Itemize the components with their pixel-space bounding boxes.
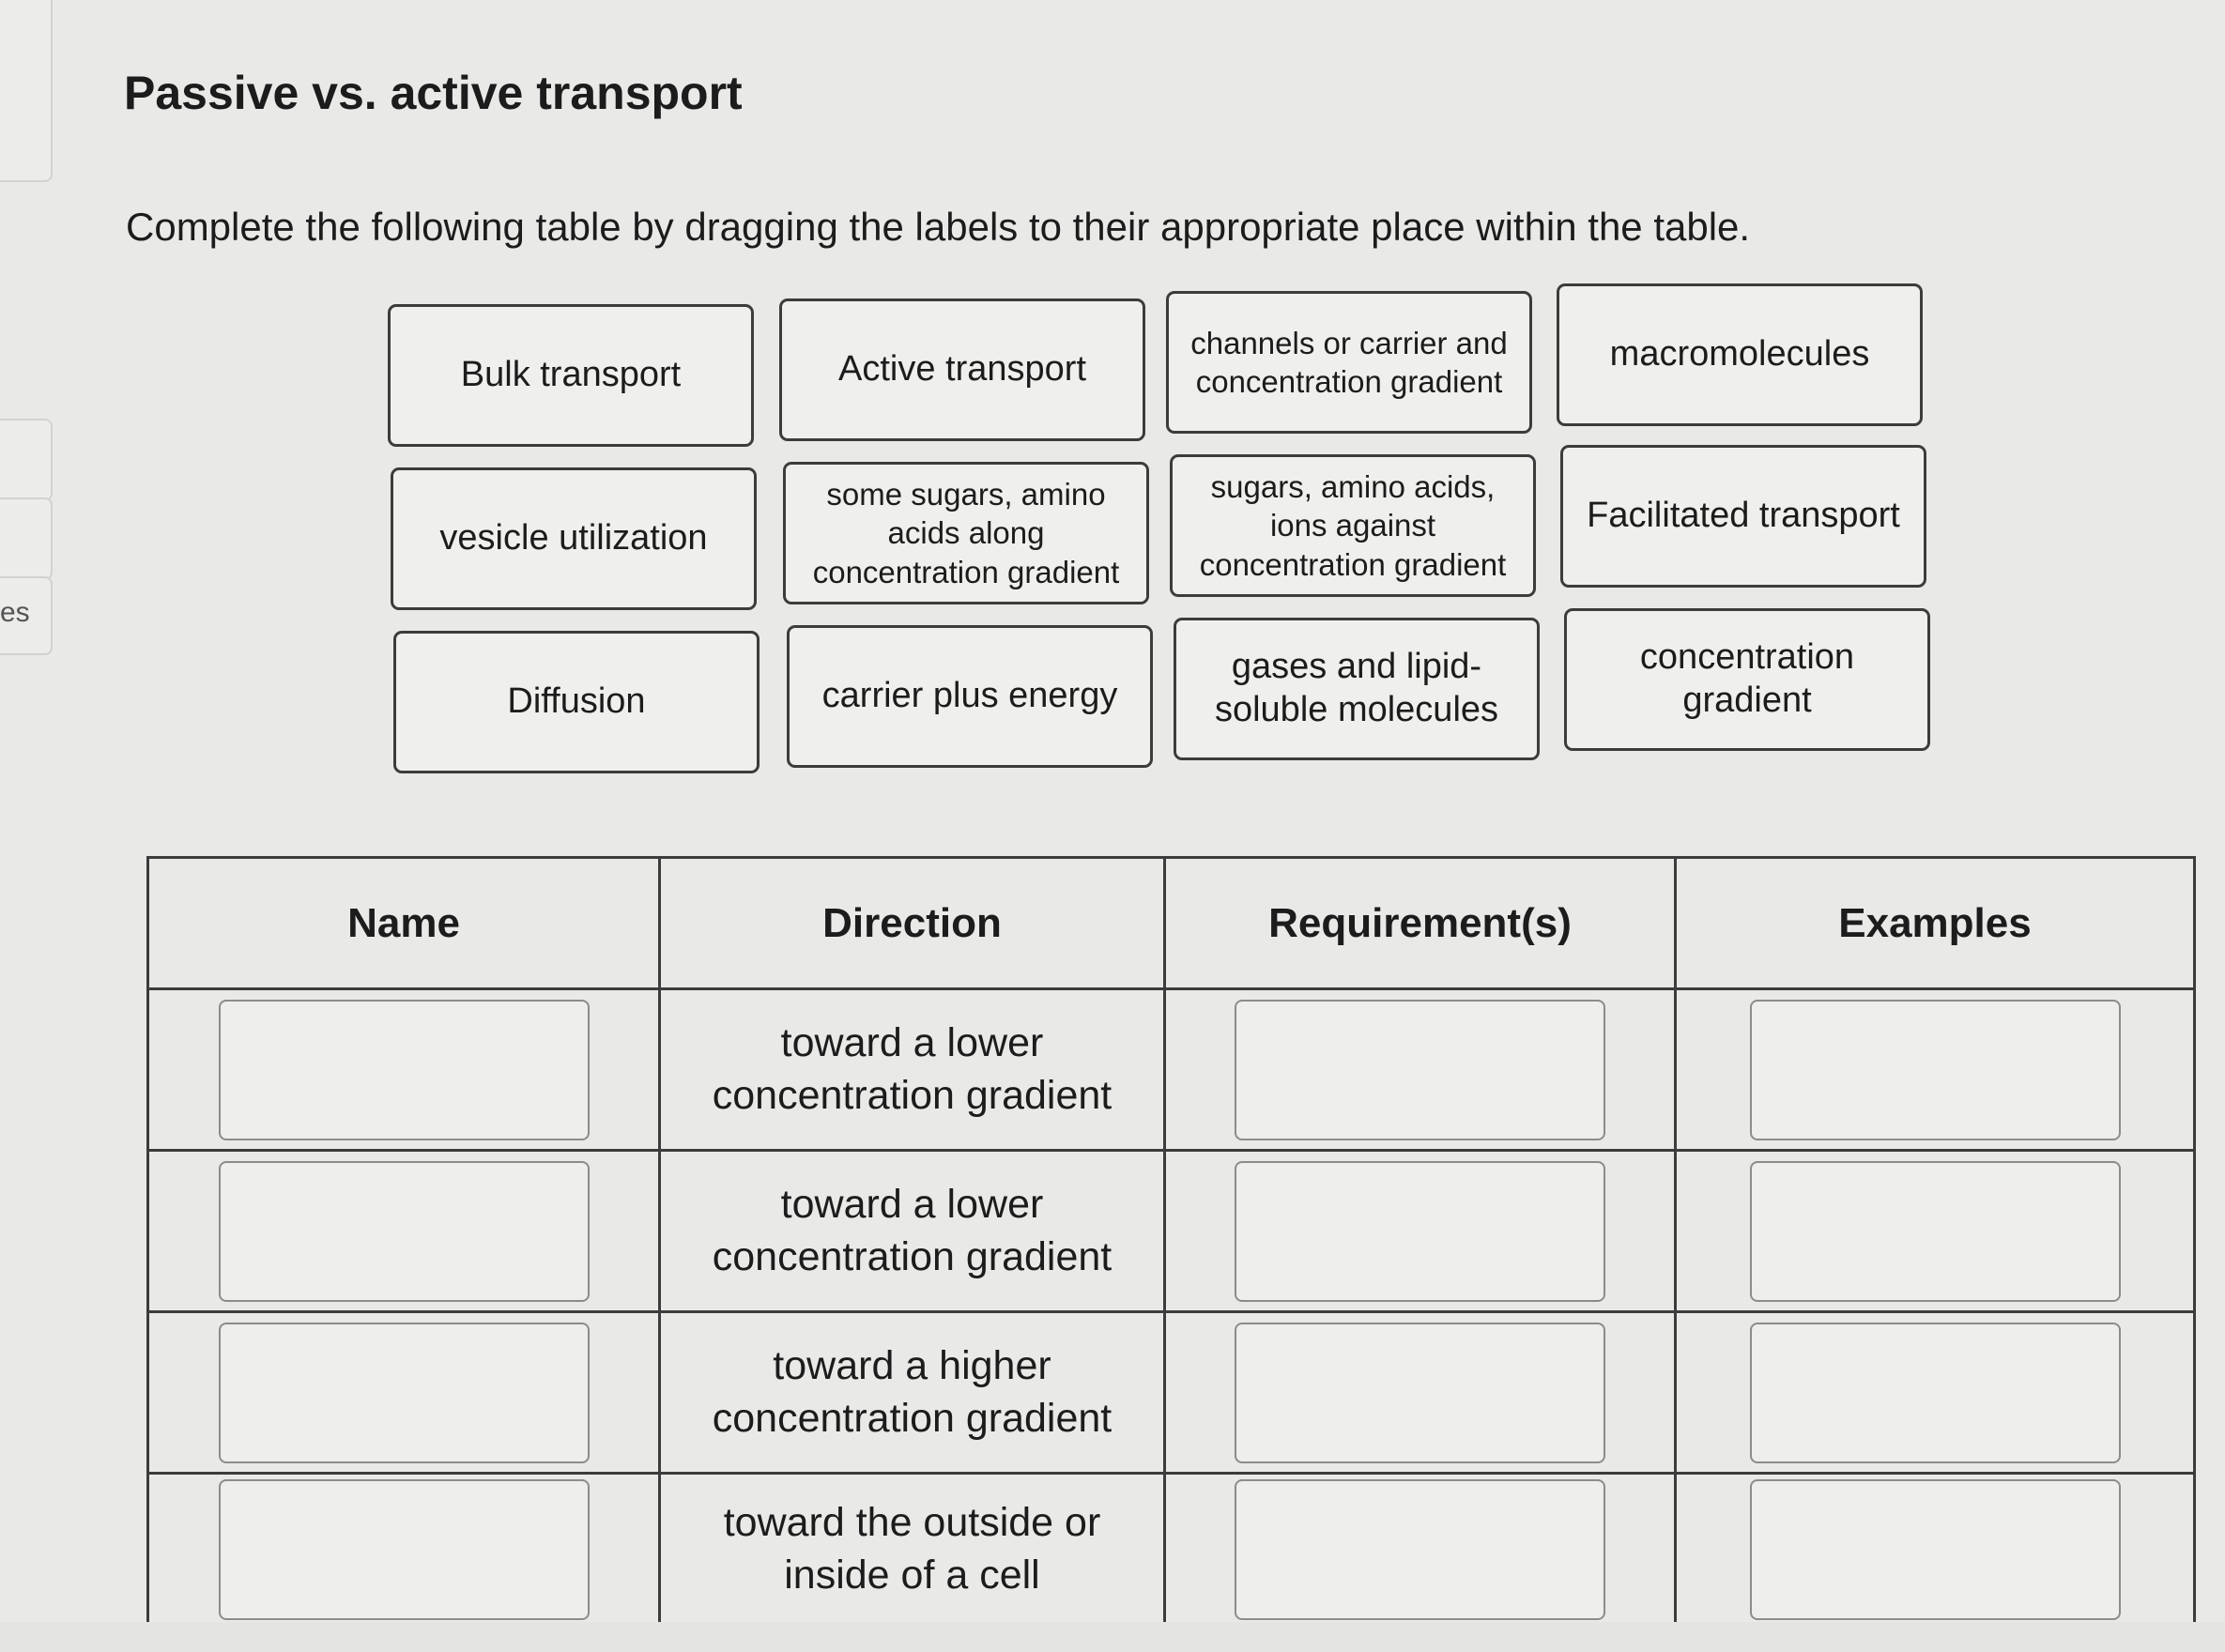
- header-direction: Direction: [661, 859, 1166, 990]
- row-4-direction: toward the outside or inside of a cell: [661, 1475, 1166, 1627]
- row-3-name-cell: [149, 1313, 661, 1475]
- row-4-name-cell: [149, 1475, 661, 1627]
- side-panel-tabs: [0, 0, 54, 1652]
- drop-zone-row-1-examples[interactable]: [1750, 1000, 2121, 1140]
- row-2-requirements-cell: [1166, 1152, 1677, 1313]
- side-tab-2[interactable]: [0, 419, 53, 501]
- instructions-text: Complete the following table by dragging the labels to their appropriate place within the table.: [126, 205, 1751, 249]
- drop-zone-row-3-requirements[interactable]: [1235, 1323, 1605, 1463]
- header-requirements: Requirement(s): [1166, 859, 1677, 990]
- row-3-requirements-cell: [1166, 1313, 1677, 1475]
- drag-label-bulk-transport[interactable]: Bulk transport: [388, 304, 754, 447]
- row-4-requirements-cell: [1166, 1475, 1677, 1627]
- side-tab-1[interactable]: [0, 0, 53, 182]
- drag-label-carrier-plus-energy[interactable]: carrier plus energy: [787, 625, 1153, 768]
- drop-zone-row-1-name[interactable]: [219, 1000, 590, 1140]
- row-3-examples-cell: [1677, 1313, 2196, 1475]
- drop-zone-row-3-name[interactable]: [219, 1323, 590, 1463]
- row-4-examples-cell: [1677, 1475, 2196, 1627]
- drag-label-some-sugars[interactable]: some sugars, amino acids along concentration gradient: [783, 462, 1149, 604]
- header-examples: Examples: [1677, 859, 2196, 990]
- drop-zone-row-4-name[interactable]: [219, 1479, 590, 1620]
- side-tab-3[interactable]: [0, 497, 53, 580]
- row-2-name-cell: [149, 1152, 661, 1313]
- drop-zone-row-4-requirements[interactable]: [1235, 1479, 1605, 1620]
- row-1-name-cell: [149, 990, 661, 1152]
- drag-label-vesicle-utilization[interactable]: vesicle utilization: [391, 467, 757, 610]
- row-3-direction: toward a higher concentration gradient: [661, 1313, 1166, 1475]
- drop-zone-row-2-requirements[interactable]: [1235, 1161, 1605, 1302]
- label-bank: [385, 280, 1943, 787]
- page-title: Passive vs. active transport: [124, 67, 743, 119]
- row-1-direction: toward a lower concentration gradient: [661, 990, 1166, 1152]
- row-2-direction: toward a lower concentration gradient: [661, 1152, 1166, 1313]
- drag-label-macromolecules[interactable]: macromolecules: [1557, 283, 1923, 426]
- drag-label-active-transport[interactable]: Active transport: [779, 298, 1145, 441]
- drag-label-facilitated-transport[interactable]: Facilitated transport: [1560, 445, 1926, 588]
- row-2-examples-cell: [1677, 1152, 2196, 1313]
- drag-label-gases-lipid-soluble[interactable]: gases and lipid-soluble molecules: [1174, 618, 1540, 760]
- drop-zone-row-2-examples[interactable]: [1750, 1161, 2121, 1302]
- drag-label-diffusion[interactable]: Diffusion: [393, 631, 760, 773]
- drop-zone-row-1-requirements[interactable]: [1235, 1000, 1605, 1140]
- side-tab-label: es: [0, 597, 30, 628]
- row-1-requirements-cell: [1166, 990, 1677, 1152]
- header-name: Name: [149, 859, 661, 990]
- drop-zone-row-3-examples[interactable]: [1750, 1323, 2121, 1463]
- drag-label-concentration-gradient[interactable]: concentration gradient: [1564, 608, 1930, 751]
- row-1-examples-cell: [1677, 990, 2196, 1152]
- drop-zone-row-4-examples[interactable]: [1750, 1479, 2121, 1620]
- page-bottom-edge: [0, 1622, 2225, 1652]
- drag-label-channels-or-carrier[interactable]: channels or carrier and concentration gradient: [1166, 291, 1532, 434]
- drop-zone-row-2-name[interactable]: [219, 1161, 590, 1302]
- drag-label-sugars-against-gradient[interactable]: sugars, amino acids, ions against concentration gradient: [1170, 454, 1536, 597]
- answer-table: [146, 856, 2196, 1627]
